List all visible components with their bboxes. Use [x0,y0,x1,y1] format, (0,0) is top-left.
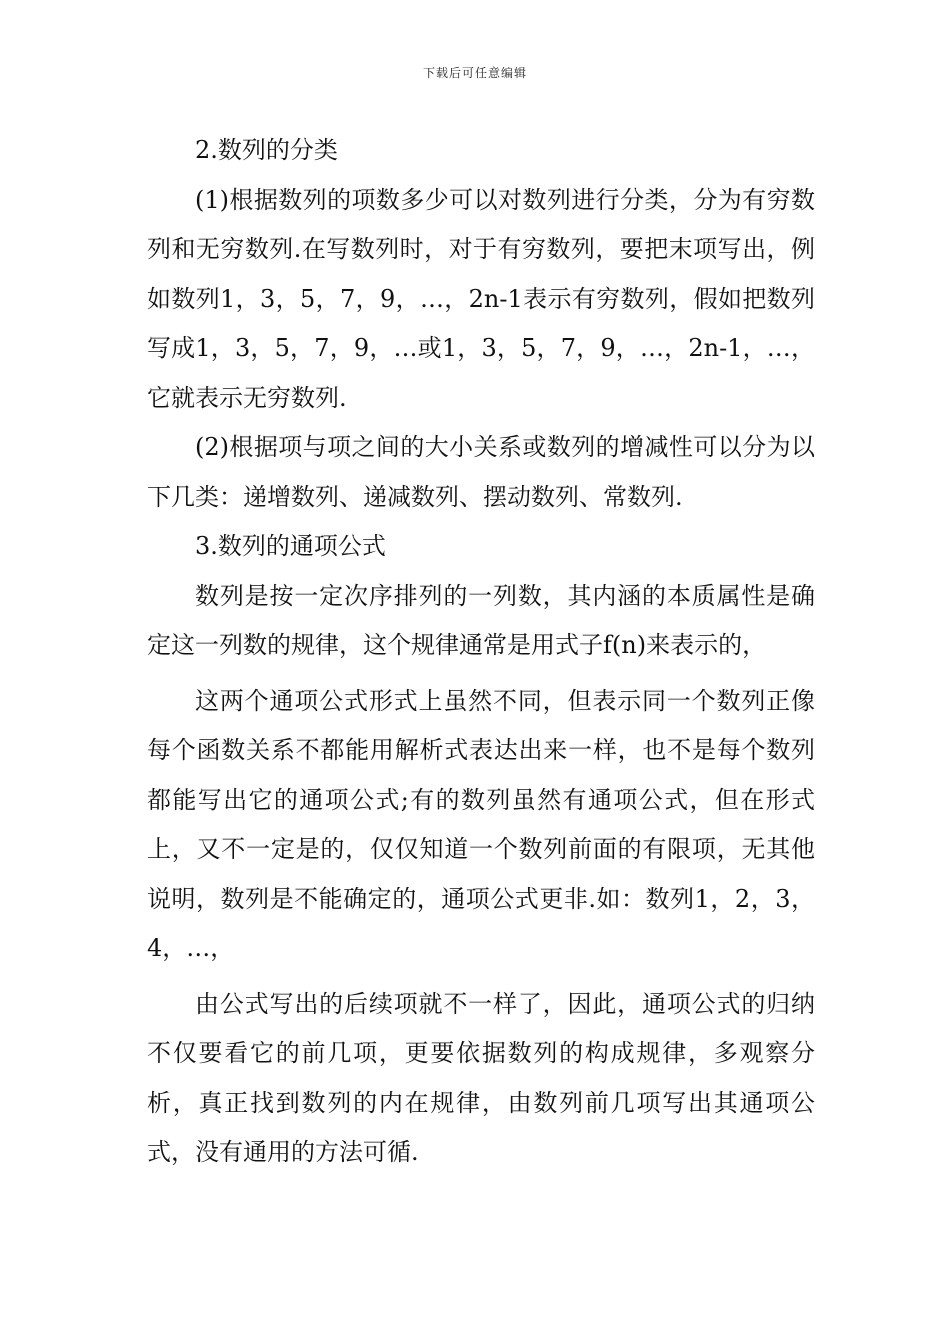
page-header: 下载后可任意编辑 [422,66,527,80]
paragraph-induction-method: 由公式写出的后续项就不一样了，因此，通项公式的归纳不仅要看它的前几项，更要依据数列的构成规律，多观察分析，真正找到数列的内在规律，由数列前几项写出其通项公式，没有通用的方法可循. [147,989,815,1166]
section-heading-general-term: 3.数列的通项公式 [195,532,386,560]
paragraph-general-term-definition: 数列是按一定次序排列的一列数，其内涵的本质属性是确定这一列数的规律，这个规律通常是用式子f(n)来表示的， [147,581,815,659]
paragraph-finite-infinite: (1)根据数列的项数多少可以对数列进行分类，分为有穷数列和无穷数列.在写数列时，对于有穷数列，要把末项写出，例如数列1，3，5，7，9，…，2n-1表示有穷数列，假如把数列写成1，3，5，7，9，…或1，3，5，7，9，…，2n-1，…，它就表示无穷数列. [147,185,815,412]
section-heading-classification: 2.数列的分类 [195,136,338,164]
paragraph-general-term-uniqueness: 这两个通项公式形式上虽然不同，但表示同一个数列正像每个函数关系不都能用解析式表达出来一样，也不是每个数列都能写出它的通项公式;有的数列虽然有通项公式，但在形式上，又不一定是的，仅仅知道一个数列前面的有限项，无其他说明，数列是不能确定的，通项公式更非.如：数列1，2，3，4，…， [147,686,815,962]
document-body [147,126,815,1178]
paragraph-monotonic-types: (2)根据项与项之间的大小关系或数列的增减性可以分为以下几类：递增数列、递减数列、摆动数列、常数列. [147,433,815,511]
